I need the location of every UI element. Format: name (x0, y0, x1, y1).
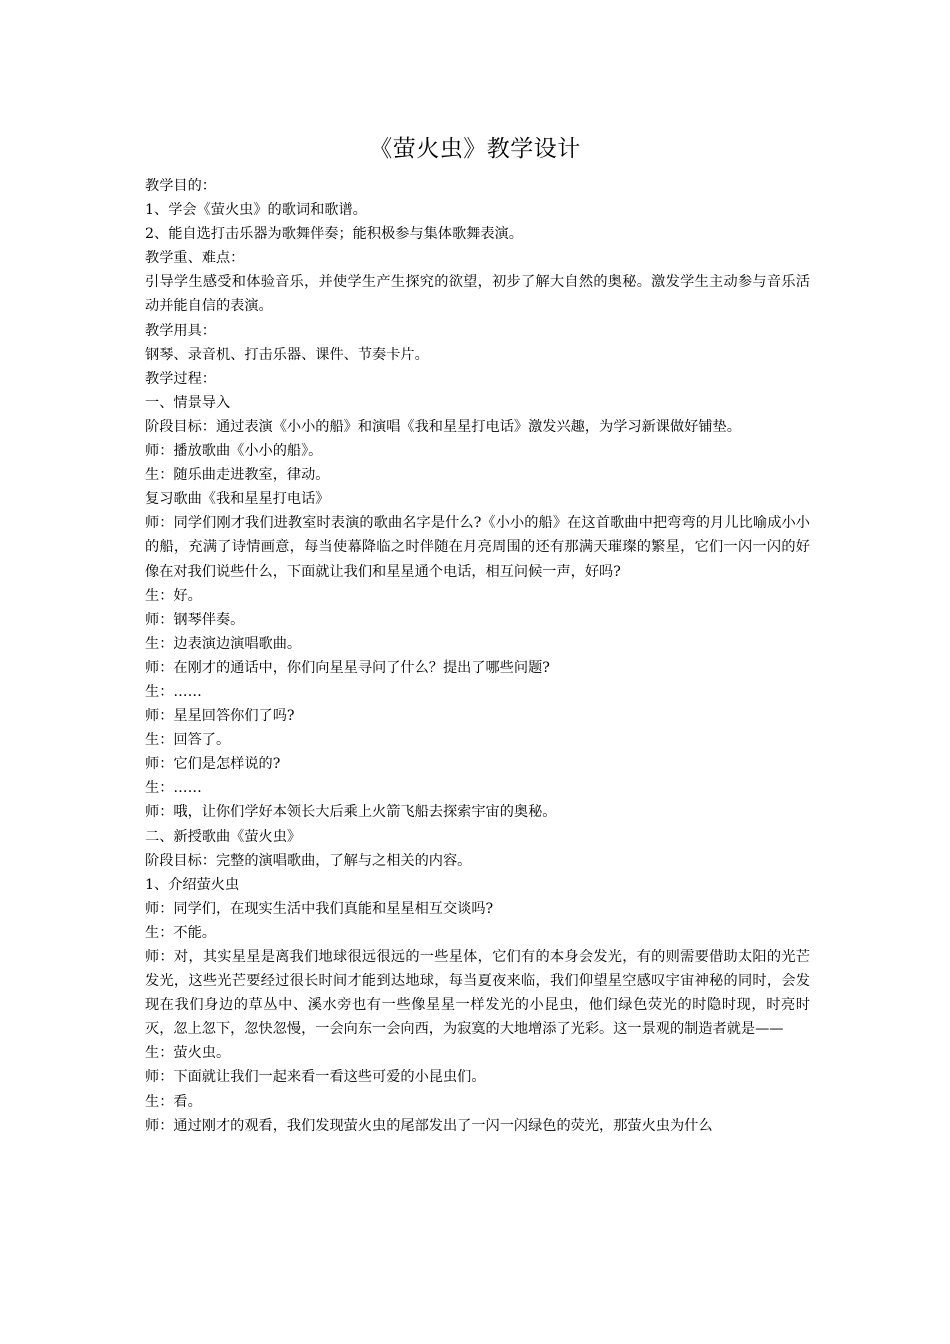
document-title: 《萤火虫》教学设计 (369, 136, 581, 162)
document-paragraph: 教学目的： (145, 178, 216, 194)
document-paragraph: 师：同学们，在现实生活中我们真能和星星相互交谈吗? (145, 900, 494, 917)
document-paragraph: 1、介绍萤火虫 (145, 876, 240, 893)
document-paragraph: 师：它们是怎样说的? (145, 756, 281, 773)
document-paragraph: 生：好。 (145, 587, 202, 604)
document-paragraph: 引导学生感受和体验音乐，并使学生产生探究的欲望，初步了解大自然的奥秘。激发学生主动参与音乐活动并能自信的表演。 (145, 274, 810, 315)
document-paragraph: 二、新授歌曲《萤火虫》 (145, 828, 302, 845)
document-paragraph: 生：萤火虫。 (145, 1045, 231, 1062)
document-paragraph: 钢琴、录音机、打击乐器、课件、节奏卡片。 (145, 346, 429, 363)
document-paragraph: 一、情景导入 (145, 394, 231, 411)
document-paragraph: 师：在刚才的通话中，你们向星星寻问了什么？提出了哪些问题? (145, 659, 550, 676)
document-paragraph: 师：下面就让我们一起来看一看这些可爱的小昆虫们。 (145, 1069, 486, 1086)
document-paragraph: 阶段目标：完整的演唱歌曲，了解与之相关的内容。 (145, 852, 472, 869)
document-paragraph: 师：钢琴伴奏。 (145, 611, 245, 628)
document-paragraph: 生：回答了。 (145, 732, 231, 749)
document-paragraph: 教学重、难点： (145, 250, 245, 267)
document-paragraph: 生：不能。 (145, 924, 216, 941)
document-paragraph: 阶段目标：通过表演《小小的船》和演唱《我和星星打电话》激发兴趣，为学习新课做好铺垫。 (145, 418, 741, 435)
document-paragraph: 生：…… (145, 780, 202, 797)
document-paragraph: 师：通过刚才的观看，我们发现萤火虫的尾部发出了一闪一闪绿色的荧光，那萤火虫为什么 (145, 1117, 713, 1134)
document-paragraph: 生：边表演边演唱歌曲。 (145, 635, 302, 652)
document-paragraph: 师：播放歌曲《小小的船》。 (145, 443, 323, 460)
document-paragraph: 复习歌曲《我和星星打电话》 (145, 491, 330, 508)
document-paragraph: 1、学会《萤火虫》的歌词和歌谱。 (145, 202, 367, 219)
document-paragraph: 师：同学们刚才我们进教室时表演的歌曲名字是什么?《小小的船》在这首歌曲中把弯弯的月儿比喻成小小的船，充满了诗情画意，每当使幕降临之时伴随在月亮周围的还有那满天璀璨的繁星，它们一闪一闪的好像在对我们说些什么，下面就让我们和星星通个电话，相互问候一声，好吗? (145, 515, 810, 580)
document-body (145, 174, 810, 1138)
document-paragraph: 师：对，其实星星是离我们地球很远很远的一些星体，它们有的本身会发光，有的则需要借助太阳的光芒发光，这些光芒要经过很长时间才能到达地球，每当夏夜来临，我们仰望星空感叹宇宙神秘的同时，会发现在我们身边的草丛中、溪水旁也有一些像星星一样发光的小昆虫，他们绿色荧光的时隐时现，时亮时灭，忽上忽下，忽快忽慢，一会向东一会向西，为寂寞的大地增添了光彩。这一景观的制造者就是—— (145, 949, 810, 1038)
document-paragraph: 师：星星回答你们了吗? (145, 708, 295, 725)
document-paragraph: 生：随乐曲走进教室，律动。 (145, 467, 330, 484)
document-paragraph: 教学用具： (145, 322, 216, 339)
document-paragraph: 生：…… (145, 683, 202, 700)
document-paragraph: 师：哦，让你们学好本领长大后乘上火箭飞船去探索宇宙的奥秘。 (145, 804, 557, 821)
document-paragraph: 2、能自选打击乐器为歌舞伴奏；能积极参与集体歌舞表演。 (145, 226, 523, 243)
document-paragraph: 教学过程： (145, 370, 216, 387)
document-paragraph: 生：看。 (145, 1093, 202, 1110)
